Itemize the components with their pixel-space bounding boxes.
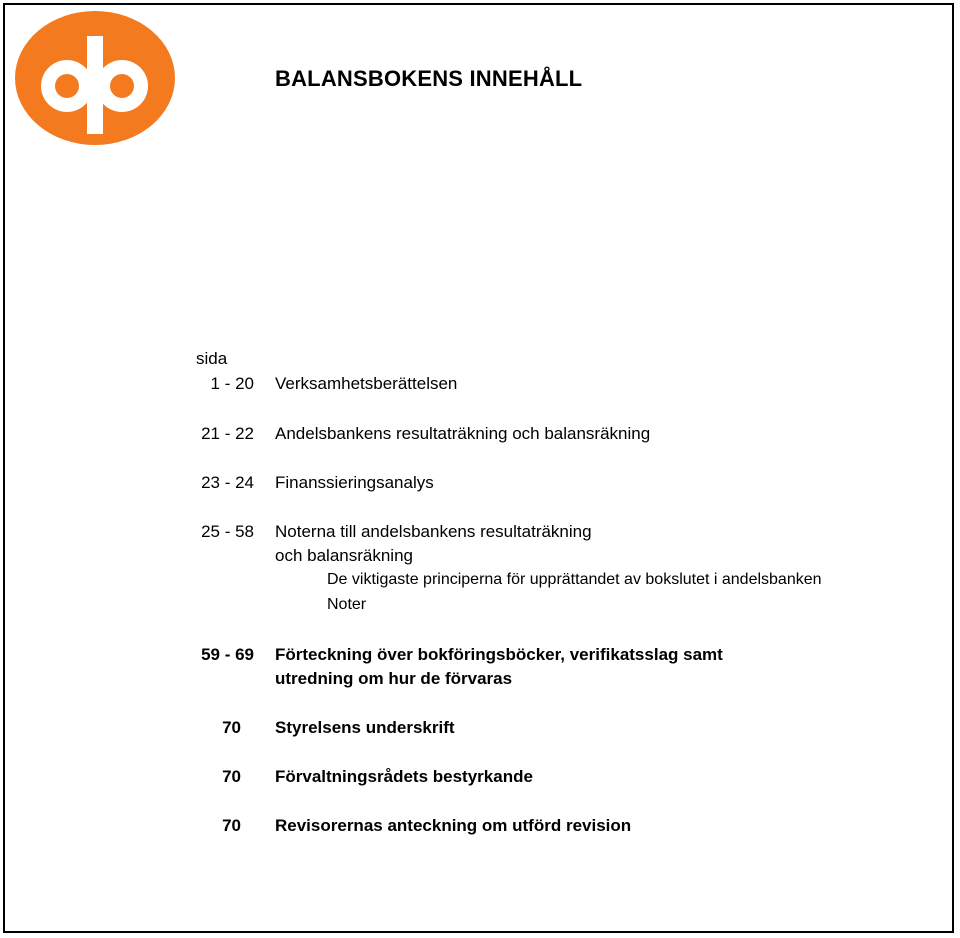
toc-entry: Verksamhetsberättelsen: [275, 374, 458, 393]
page-range: 70: [222, 816, 241, 835]
page-range: 70: [222, 718, 241, 737]
toc-entry: utredning om hur de förvaras: [275, 669, 513, 688]
page-range: 23 - 24: [201, 473, 254, 492]
op-logo: [14, 10, 176, 146]
toc-entry: Finanssieringsanalys: [275, 473, 434, 492]
sida-label: sida: [196, 349, 228, 368]
toc-entry: Styrelsens underskrift: [275, 718, 455, 737]
page-range: 21 - 22: [201, 424, 254, 443]
page-range: 70: [222, 767, 241, 786]
page-range: 59 - 69: [201, 645, 254, 664]
page-title: BALANSBOKENS INNEHÅLL: [275, 66, 583, 91]
toc-entry: Revisorernas anteckning om utförd revision: [275, 816, 632, 835]
toc-entry: Noterna till andelsbankens resultaträkning: [275, 522, 592, 541]
toc-entry: och balansräkning: [275, 546, 413, 565]
toc-entry: Förvaltningsrådets bestyrkande: [275, 767, 533, 786]
toc-entry: Andelsbankens resultaträkning och balansräkning: [275, 424, 651, 443]
toc-subentry: De viktigaste principerna för upprättandet av bokslutet i andelsbanken: [327, 571, 822, 588]
page-range: 25 - 58: [201, 522, 254, 541]
toc-subentry: Noter: [327, 596, 367, 613]
toc-entry: Förteckning över bokföringsböcker, verifikatsslag samt: [275, 645, 723, 664]
page-range: 1 - 20: [210, 374, 254, 393]
